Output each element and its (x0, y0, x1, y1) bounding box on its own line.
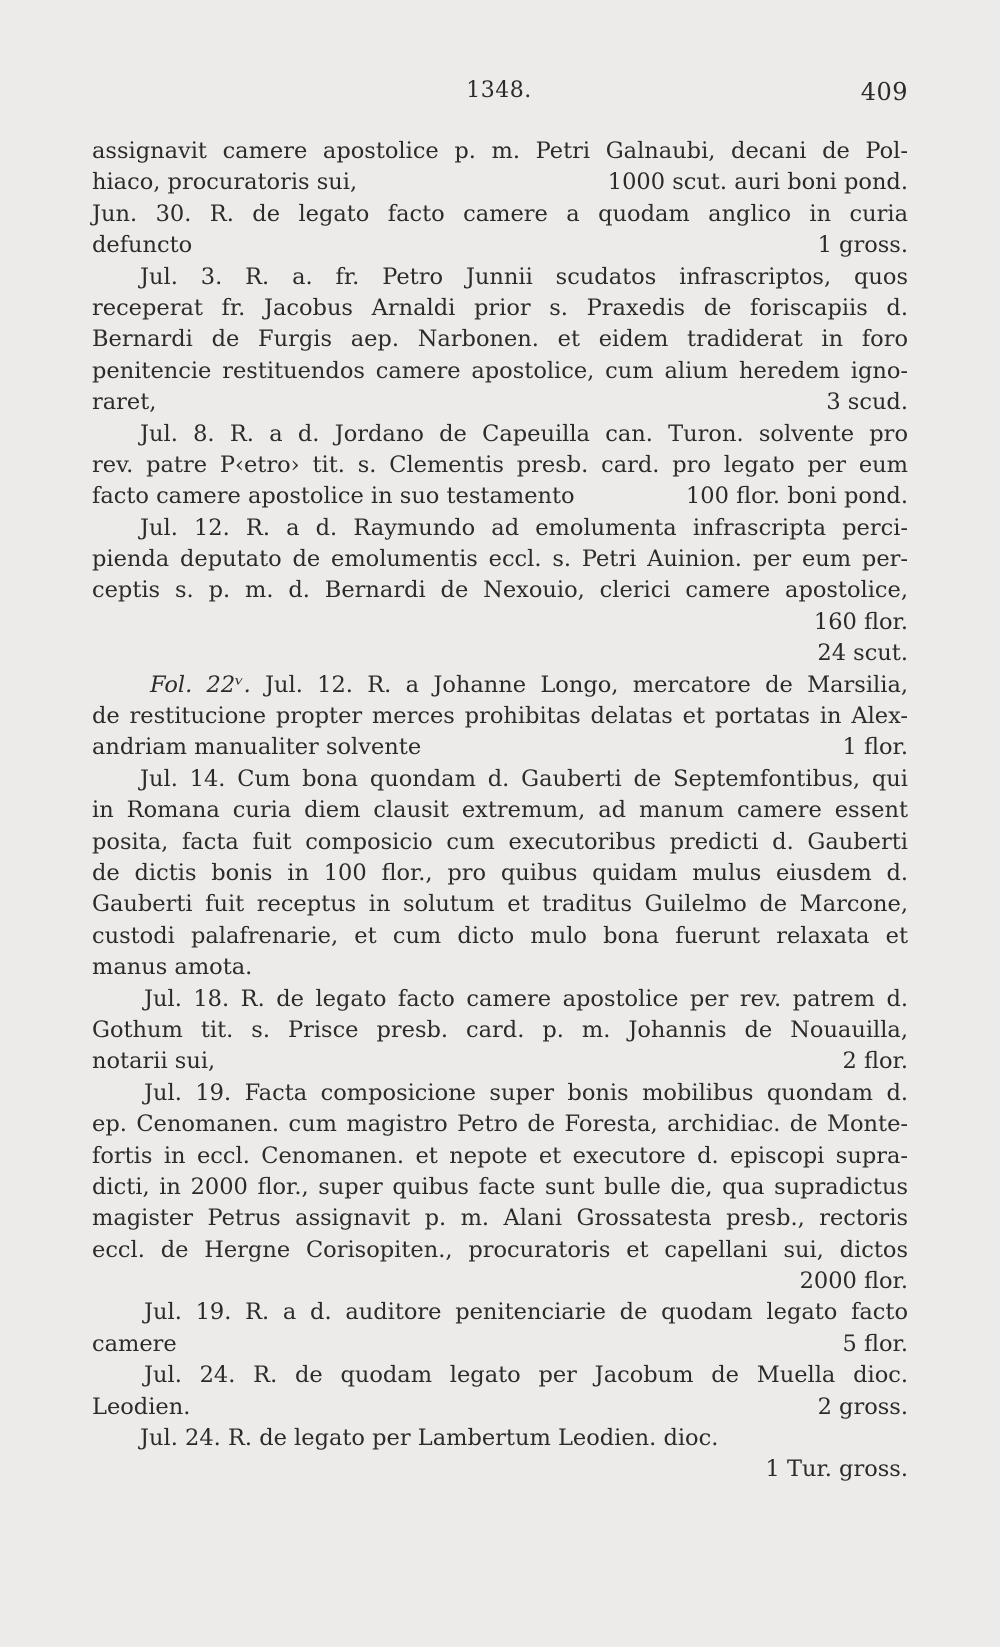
line-text: ep. Cenomanen. cum magistro Petro de Foresta, archidiac. de Monte- (92, 1111, 908, 1138)
text-line (92, 167, 908, 198)
line-text: posita, facta fuit composicio cum executoribus predicti d. Gauberti (92, 828, 908, 855)
line-amount: 2 gross. (817, 1393, 908, 1420)
line-text: rev. patre P‹etro› tit. s. Clementis presb. card. pro legato per eum (92, 451, 908, 478)
line-amount: 100 flor. boni pond. (685, 483, 908, 510)
text-line (92, 1172, 908, 1203)
text-line (92, 638, 908, 669)
line-amount: 5 flor. (842, 1330, 908, 1357)
text-line (92, 701, 908, 732)
line-text: magister Petrus assignavit p. m. Alani Grossatesta presb., rectoris (92, 1205, 908, 1232)
line-text: Leodien. (92, 1393, 191, 1420)
text-line (92, 952, 908, 983)
text-line (92, 1454, 908, 1485)
text-line (92, 984, 908, 1015)
text-line (92, 199, 908, 230)
text-line (92, 230, 908, 261)
text-line (92, 1046, 908, 1077)
line-text: eccl. de Hergne Corisopiten., procuratoris et capellani sui, dictos (92, 1236, 908, 1263)
page-header (90, 78, 908, 110)
line-text: facto camere apostolice in suo testamento (92, 483, 575, 510)
line-text: raret, (92, 389, 157, 416)
line-amount: 160 flor. (813, 608, 908, 635)
line-text: hiaco, procuratoris sui, (92, 169, 358, 196)
line-amount: 3 scud. (826, 389, 908, 416)
line-text: fortis in eccl. Cenomanen. et nepote et executore d. episcopi supra- (92, 1142, 908, 1169)
text-line (92, 1203, 908, 1234)
text-line (92, 387, 908, 418)
text-line (92, 670, 908, 701)
text-line (92, 1329, 908, 1360)
line-text: Jul. 3. R. a. fr. Petro Junnii scudatos infrascriptos, quos (140, 263, 908, 290)
text-line (92, 293, 908, 324)
line-text: de restitucione propter merces prohibitas delatas et portatas in Alex- (92, 703, 908, 730)
text-line (92, 1141, 908, 1172)
line-text: Jul. 8. R. a d. Jordano de Capeuilla can. Turon. solvente pro (140, 420, 908, 447)
line-amount: 1 gross. (817, 232, 908, 259)
text-line (92, 1015, 908, 1046)
line-text: Jul. 24. R. de legato per Lambertum Leodien. dioc. (140, 1425, 719, 1452)
line-amount: 1 flor. (842, 734, 908, 761)
line-text: receperat fr. Jacobus Arnaldi prior s. Praxedis de foriscapiis d. (92, 294, 908, 321)
text-line (92, 1109, 908, 1140)
line-text: assignavit camere apostolice p. m. Petri Galnaubi, decani de Pol- (92, 138, 908, 164)
line-text: Gauberti fuit receptus in solutum et traditus Guilelmo de Marcone, (92, 891, 908, 918)
line-amount: 1000 scut. auri boni pond. (607, 169, 908, 196)
page-number: 409 (860, 78, 908, 106)
line-text: de dictis bonis in 100 flor., pro quibus quidam mulus eiusdem d. (92, 859, 908, 886)
line-text: notarii sui, (92, 1048, 216, 1075)
line-text: Jul. 19. R. a d. auditore penitenciarie de quodam legato facto (144, 1299, 908, 1326)
text-line (92, 795, 908, 826)
text-line (92, 513, 908, 544)
text-line (92, 544, 908, 575)
line-text: Jul. 19. Facta composicione super bonis mobilibus quondam d. (144, 1079, 908, 1106)
line-text: andriam manualiter solvente (92, 734, 422, 761)
line-text: manus amota. (92, 954, 253, 981)
line-text: Jun. 30. R. de legato facto camere a quodam anglico in curia (92, 200, 908, 227)
text-line (92, 607, 908, 638)
line-text: ceptis s. p. m. d. Bernardi de Nexouio, clerici camere apostolice, (92, 577, 908, 604)
text-line (92, 136, 908, 167)
line-text: defuncto (92, 232, 193, 259)
text-line (92, 827, 908, 858)
text-line (92, 356, 908, 387)
header-year: 1348. (466, 78, 532, 103)
text-line (92, 575, 908, 606)
text-line (92, 419, 908, 450)
line-text: Jul. 24. R. de quodam legato per Jacobum de Muella dioc. (144, 1362, 908, 1389)
line-text: Gothum tit. s. Prisce presb. card. p. m. Johannis de Nouauilla, (92, 1016, 908, 1043)
line-amount: 24 scut. (817, 640, 908, 667)
line-text: pienda deputato de emolumentis eccl. s. Petri Auinion. per eum per- (92, 546, 908, 573)
text-line (92, 324, 908, 355)
text-line (92, 1297, 908, 1328)
text-line (92, 262, 908, 293)
line-amount: 1 Tur. gross. (765, 1456, 908, 1483)
text-line (92, 1266, 908, 1297)
text-line (92, 1078, 908, 1109)
text-line (92, 732, 908, 763)
document-body (92, 136, 908, 1486)
text-line (92, 858, 908, 889)
line-text: Bernardi de Furgis aep. Narbonen. et eidem tradiderat in foro (92, 326, 908, 353)
text-line (92, 1235, 908, 1266)
text-line (92, 450, 908, 481)
text-line (92, 481, 908, 512)
line-text: Jul. 14. Cum bona quondam d. Gauberti de Septemfontibus, qui (140, 765, 908, 792)
folio-reference: Fol. 22ᵛ. (150, 671, 251, 698)
text-line (92, 1392, 908, 1423)
text-line (92, 764, 908, 795)
line-text: dicti, in 2000 flor., super quibus facte sunt bulle die, qua supradictus (92, 1173, 908, 1200)
line-text: custodi palafrenarie, et cum dicto mulo bona fuerunt relaxata et (92, 922, 908, 949)
line-amount: 2 flor. (842, 1048, 908, 1075)
text-line (92, 1423, 908, 1454)
line-text: camere (92, 1330, 177, 1357)
line-text: penitencie restituendos camere apostolice, cum alium heredem igno- (92, 357, 908, 384)
text-line (92, 921, 908, 952)
line-text: in Romana curia diem clausit extremum, ad manum camere essent (92, 797, 908, 824)
text-line (92, 1360, 908, 1391)
line-text: Jul. 12. R. a d. Raymundo ad emolumenta infrascripta perci- (140, 514, 908, 541)
text-line (92, 889, 908, 920)
line-amount: 2000 flor. (799, 1268, 908, 1295)
line-text: Jul. 12. R. a Johanne Longo, mercatore de Marsilia, (265, 671, 909, 698)
line-text: Jul. 18. R. de legato facto camere apostolice per rev. patrem d. (144, 985, 908, 1012)
